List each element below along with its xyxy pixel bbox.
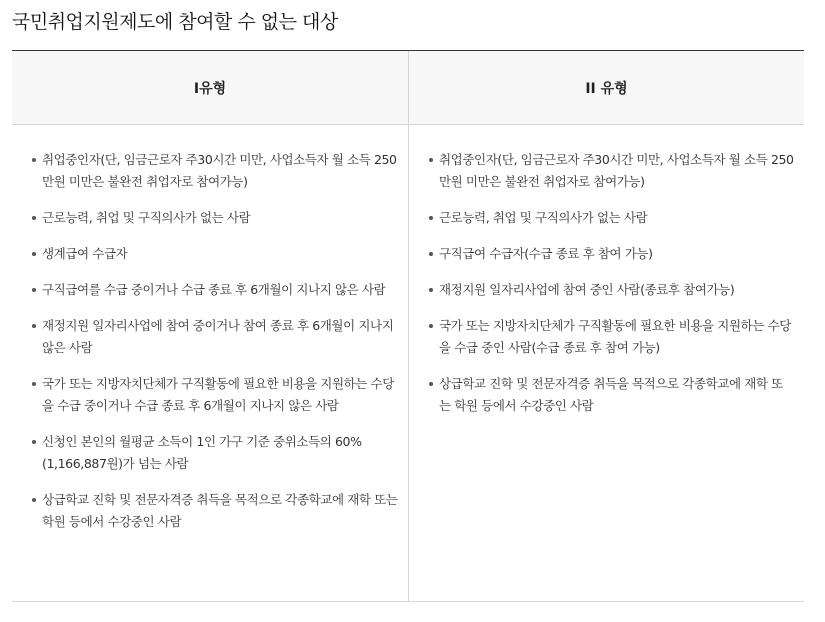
list-item-text: 구직급여 수급자(수급 종료 후 참여 가능) <box>439 246 653 261</box>
list-item-text: 근로능력, 취업 및 구직의사가 없는 사람 <box>439 210 648 225</box>
list-item <box>429 243 794 265</box>
list-item <box>429 279 794 301</box>
list-item-text: 국가 또는 지방자치단체가 구직활동에 필요한 비용을 지원하는 수당을 수급 중이거나 수급 종료 후 6개월이 지나지 않은 사람 <box>42 376 394 413</box>
list-item <box>32 373 398 417</box>
list-item-text: 취업중인자(단, 임금근로자 주30시간 미만, 사업소득자 월 소득 250만원 미만은 불완전 취업자로 참여가능) <box>439 152 794 189</box>
bullet-icon <box>32 252 36 256</box>
list-item <box>32 279 398 301</box>
bullet-icon <box>429 382 433 386</box>
column-cell-type-2 <box>408 125 804 601</box>
list-item <box>32 489 398 533</box>
bullet-icon <box>32 216 36 220</box>
bullet-icon <box>32 498 36 502</box>
type-1-list <box>32 149 398 533</box>
list-item-text: 재정지원 일자리사업에 참여 중이거나 참여 종료 후 6개월이 지나지 않은 사람 <box>42 318 394 355</box>
bullet-icon <box>429 252 433 256</box>
list-item <box>32 243 398 265</box>
list-item-text: 취업중인자(단, 임금근로자 주30시간 미만, 사업소득자 월 소득 250만원 미만은 불완전 취업자로 참여가능) <box>42 152 397 189</box>
bullet-icon <box>429 216 433 220</box>
bullet-icon <box>32 440 36 444</box>
list-item <box>429 207 794 229</box>
list-item <box>32 315 398 359</box>
bullet-icon <box>429 158 433 162</box>
bullet-icon <box>32 382 36 386</box>
list-item-text: 상급학교 진학 및 전문자격증 취득을 목적으로 각종학교에 재학 또는 학원 등에서 수강중인 사람 <box>439 376 783 413</box>
column-cell-type-1 <box>12 125 408 601</box>
list-item-text: 생계급여 수급자 <box>42 246 128 261</box>
list-item-text: 국가 또는 지방자치단체가 구직활동에 필요한 비용을 지원하는 수당을 수급 중인 사람(수급 종료 후 참여 가능) <box>439 318 791 355</box>
list-item-text: 근로능력, 취업 및 구직의사가 없는 사람 <box>42 210 251 225</box>
bullet-icon <box>429 324 433 328</box>
list-item <box>32 431 398 475</box>
bullet-icon <box>32 158 36 162</box>
bullet-icon <box>32 288 36 292</box>
list-item-text: 상급학교 진학 및 전문자격증 취득을 목적으로 각종학교에 재학 또는 학원 등에서 수강중인 사람 <box>42 492 398 529</box>
table-header-row <box>12 51 804 125</box>
bullet-icon <box>429 288 433 292</box>
list-item <box>32 149 398 193</box>
type-2-list <box>429 149 794 417</box>
column-header-type-2: II 유형 <box>408 51 804 124</box>
list-item-text: 신청인 본인의 월평균 소득이 1인 가구 기준 중위소득의 60%(1,166,887원)가 넘는 사람 <box>42 434 362 471</box>
list-item <box>429 149 794 193</box>
list-item <box>429 373 794 417</box>
column-header-type-1: I유형 <box>193 80 227 97</box>
list-item-text: 재정지원 일자리사업에 참여 중인 사람(종료후 참여가능) <box>439 282 735 297</box>
list-item <box>429 315 794 359</box>
page-title: 국민취업지원제도에 참여할 수 없는 대상 <box>12 11 338 33</box>
eligibility-table <box>12 50 804 602</box>
list-item-text: 구직급여를 수급 중이거나 수급 종료 후 6개월이 지나지 않은 사람 <box>42 282 386 297</box>
list-item <box>32 207 398 229</box>
table-body-row <box>12 125 804 601</box>
bullet-icon <box>32 324 36 328</box>
